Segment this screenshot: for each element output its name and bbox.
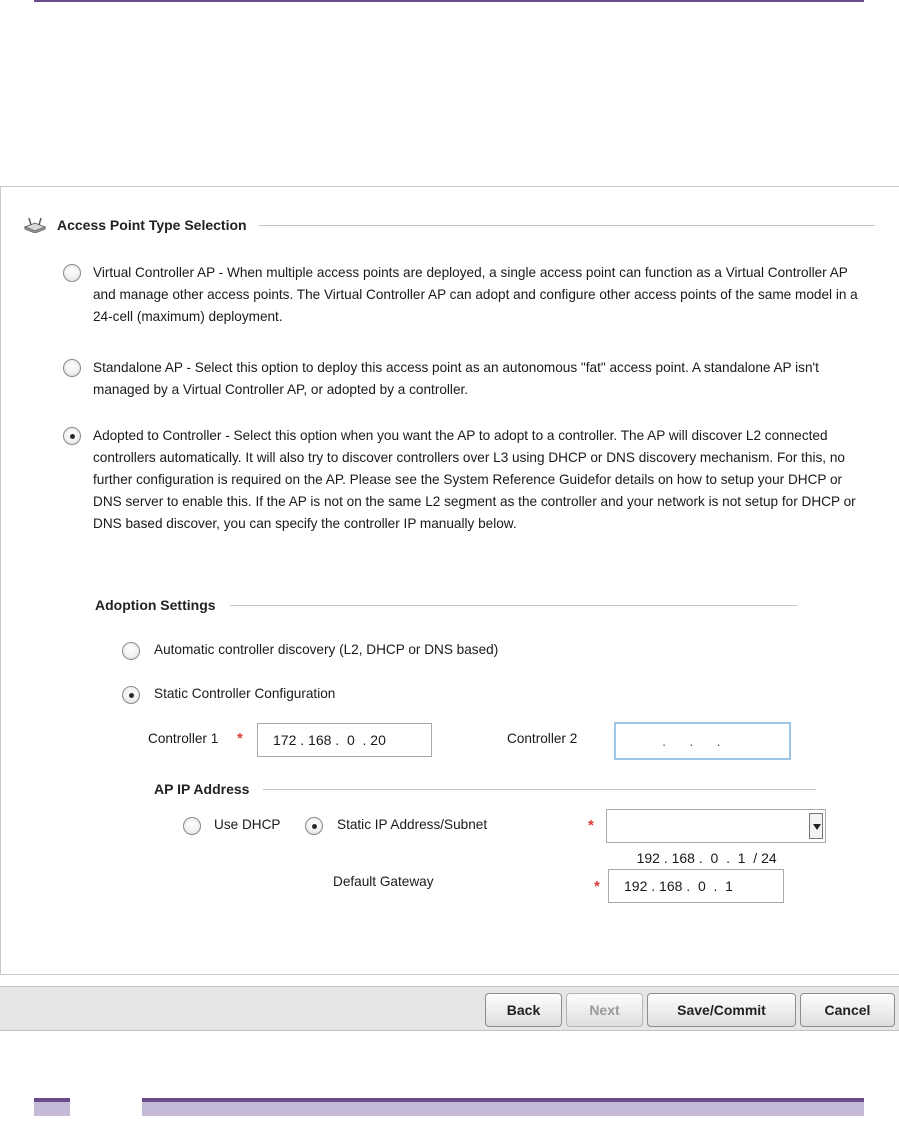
adoption-settings-title: Adoption Settings [95, 597, 216, 613]
access-point-icon [23, 217, 47, 233]
static-ip-subnet-value: 192 . 168 . 0 . 1 / 24 [636, 850, 777, 866]
use-dhcp-radio[interactable] [183, 817, 201, 835]
adoption-settings-header [95, 597, 797, 613]
radio-selected-dot [70, 434, 75, 439]
controller1-label: Controller 1 [148, 731, 219, 746]
radio-selected-dot [129, 693, 134, 698]
adopted-to-controller-radio[interactable] [63, 427, 81, 445]
ap-ip-address-header [154, 781, 816, 797]
controller1-ip-input[interactable]: 172 . 168 . 0 . 20 [257, 723, 432, 757]
static-ip-radio[interactable] [305, 817, 323, 835]
page-header-rule [34, 0, 864, 2]
use-dhcp-label: Use DHCP [214, 817, 281, 832]
adoption-settings-divider [230, 605, 797, 606]
subnet-dropdown-arrow-icon[interactable] [809, 813, 823, 839]
controller2-label: Controller 2 [507, 731, 578, 746]
standalone-radio[interactable] [63, 359, 81, 377]
save-commit-button[interactable]: Save/Commit [647, 993, 796, 1027]
static-ip-subnet-input[interactable] [606, 809, 826, 866]
virtual-controller-radio[interactable] [63, 264, 81, 282]
ap-ip-address-title: AP IP Address [154, 781, 250, 797]
page-footer-tab [34, 1098, 70, 1116]
page-footer-bar [142, 1098, 864, 1116]
standalone-description: Standalone AP - Select this option to deploy this access point as an autonomous "fat" access point. A standalone AP isn't managed by a Virtual Controller AP, or adopted by a controller. [93, 360, 819, 397]
controller1-required-mark: * [237, 730, 243, 747]
back-button[interactable]: Back [485, 993, 562, 1027]
automatic-discovery-label: Automatic controller discovery (L2, DHCP or DNS based) [154, 642, 499, 657]
automatic-discovery-radio[interactable] [122, 642, 140, 660]
static-ip-label: Static IP Address/Subnet [337, 817, 488, 832]
default-gateway-label: Default Gateway [333, 874, 434, 889]
radio-selected-dot [312, 824, 317, 829]
section-title: Access Point Type Selection [57, 217, 247, 233]
wizard-panel [0, 186, 899, 975]
ap-ip-address-divider [263, 789, 816, 790]
wizard-button-bar [0, 986, 899, 1031]
static-ip-required-mark: * [588, 817, 594, 834]
controller2-ip-input[interactable]: . . . [614, 722, 791, 760]
next-button[interactable]: Next [566, 993, 643, 1027]
cancel-button[interactable]: Cancel [800, 993, 895, 1027]
gateway-required-mark: * [594, 878, 600, 895]
default-gateway-input[interactable]: 192 . 168 . 0 . 1 [608, 869, 784, 903]
static-controller-label: Static Controller Configuration [154, 686, 336, 701]
section-header [23, 215, 875, 235]
static-controller-radio[interactable] [122, 686, 140, 704]
section-divider [259, 225, 875, 226]
adopted-description: Adopted to Controller - Select this option when you want the AP to adopt to a controller. The AP will discover L2 connected controllers automatically. It will also try to discover controllers over L3 using DHCP or DNS discovery mechanism. For this, no further configuration is required on the AP. Please see the System Reference Guidefor details on how to setup your DHCP or DNS server to enable this. If the AP is not on the same L2 segment as the controller and your network is not setup for DHCP or DNS based discover, you can specify the controller IP manually below. [93, 428, 856, 531]
virtual-controller-description: Virtual Controller AP - When multiple access points are deployed, a single access point can function as a Virtual Controller AP and manage other access points. The Virtual Controller AP can adopt and configure other access points of the same model in a 24-cell (maximum) deployment. [93, 265, 858, 324]
